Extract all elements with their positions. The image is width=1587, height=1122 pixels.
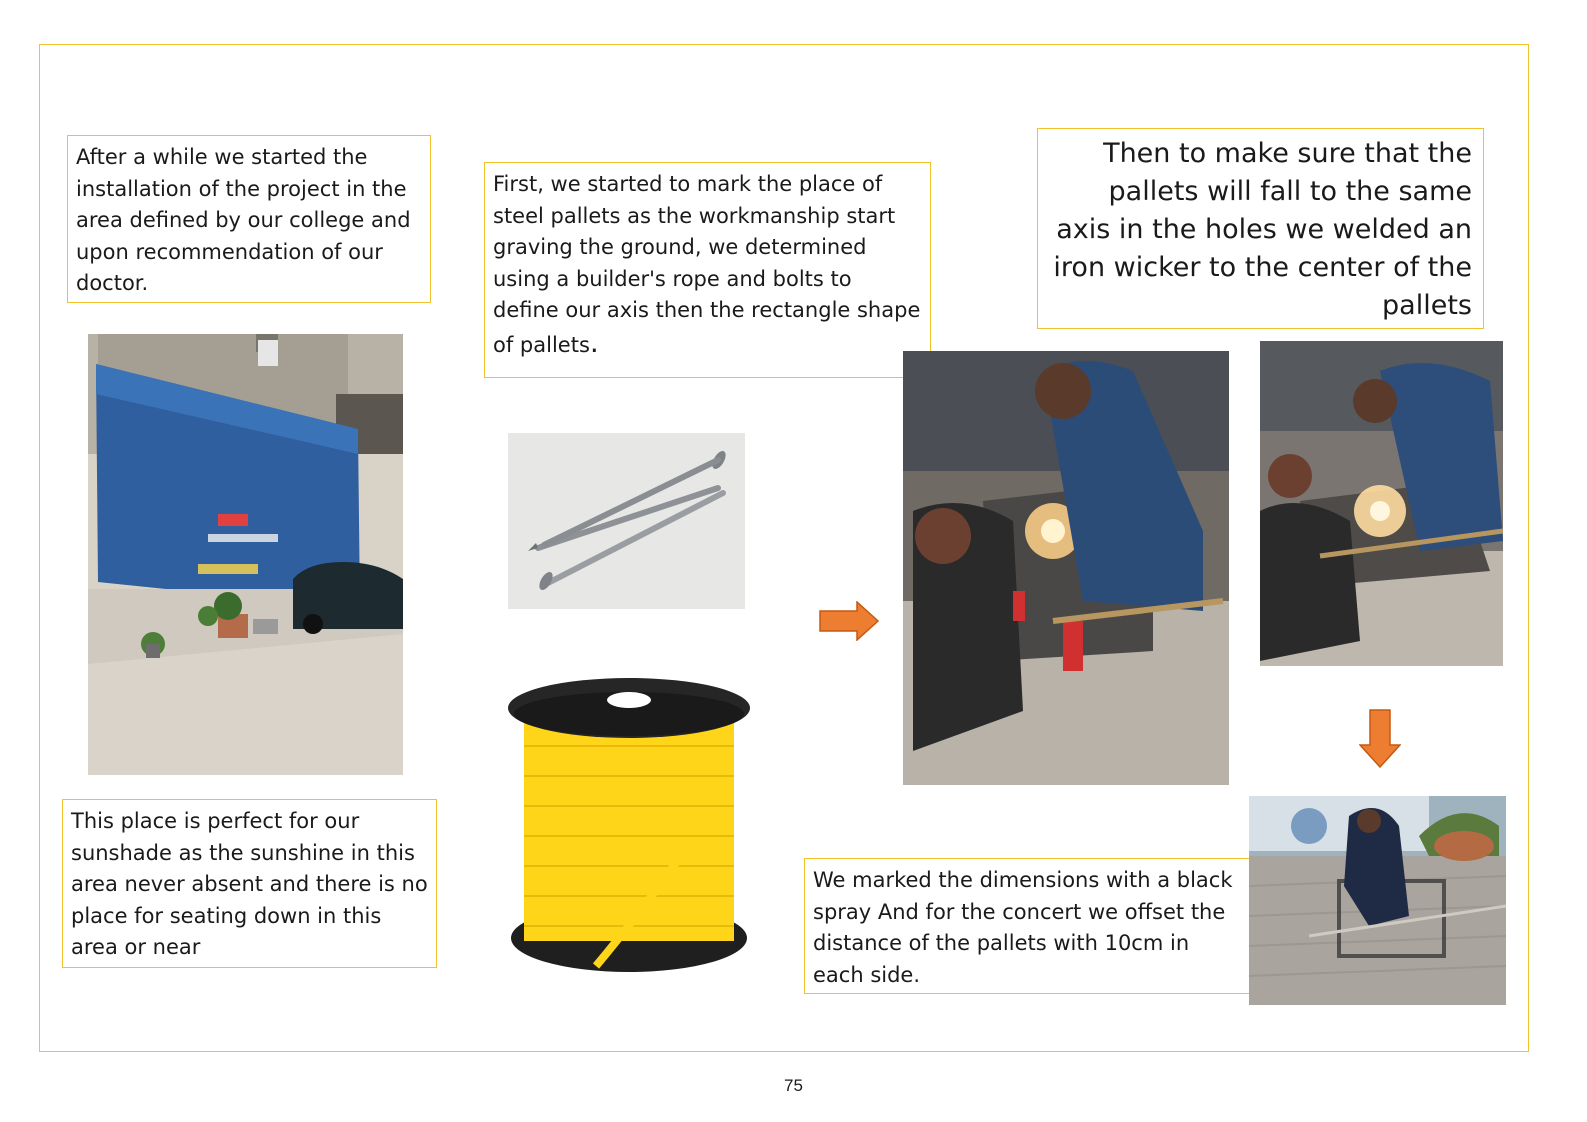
arrow-down-icon	[1359, 709, 1401, 768]
marking-text-box	[484, 162, 931, 378]
dimensions-text-box	[804, 858, 1250, 994]
marking-text-period: .	[589, 325, 599, 359]
arrow-right-icon	[819, 601, 879, 641]
installation-text-box	[67, 135, 431, 303]
place-text-box	[62, 799, 437, 968]
welding-photo-2	[1260, 341, 1503, 666]
dimensions-text: We marked the dimensions with a black spray And for the concert we offset the distance of the pallets with 10cm in each side.	[813, 868, 1233, 987]
page-number: 75	[784, 1076, 803, 1095]
ground-marking-photo	[1249, 796, 1506, 1005]
site-banner-photo	[88, 334, 403, 775]
nails-photo	[508, 433, 745, 609]
axis-text: Then to make sure that the pallets will fall to the same axis in the holes we welded an iron wicker to the center of the pallets	[1053, 138, 1472, 321]
rope-spool-photo	[508, 676, 751, 982]
place-text: This place is perfect for our sunshade as the sunshine in this area never absent and there is no place for seating down in this area or near	[71, 809, 428, 959]
marking-text: First, we started to mark the place of steel pallets as the workmanship start graving the ground, we determined using a builder's rope and bolts to define our axis then the rectangle shape of pallets	[493, 172, 921, 357]
axis-text-box	[1037, 128, 1484, 329]
welding-photo-1	[903, 351, 1229, 785]
installation-text: After a while we started the installation of the project in the area defined by our college and upon recommendation of our doctor.	[76, 145, 411, 295]
